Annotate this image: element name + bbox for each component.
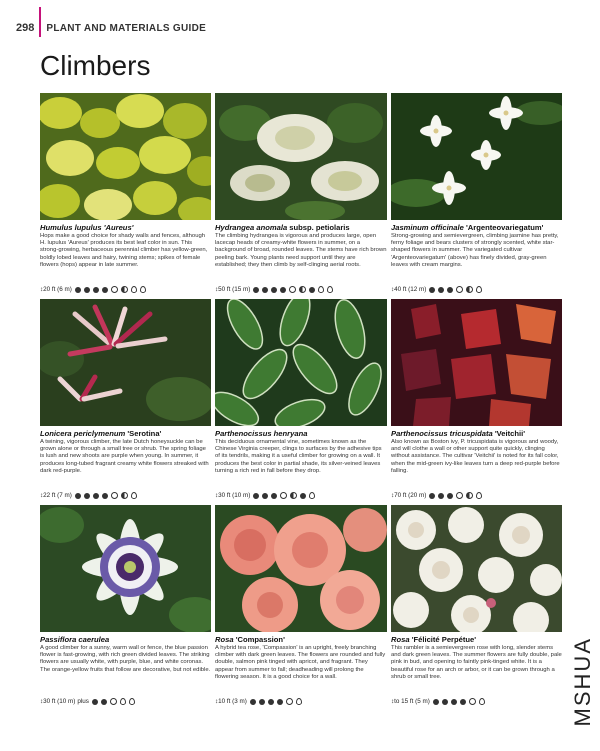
hardiness-icon — [429, 287, 435, 293]
sun-icon — [456, 492, 463, 499]
hardiness-icon — [438, 287, 444, 293]
hardiness-icon — [277, 699, 283, 705]
plant-stats — [40, 286, 211, 293]
plant-stats — [391, 698, 562, 705]
plant-card — [391, 299, 562, 505]
plant-stats — [391, 286, 562, 293]
height-extra: plus — [77, 698, 89, 705]
plant-name: Rosa 'Félicité Perpétue' — [391, 635, 477, 644]
plant-photo-jasminum — [391, 93, 562, 220]
plant-stats — [391, 492, 562, 499]
plant-card — [40, 93, 211, 299]
plant-card — [215, 299, 387, 505]
hardiness-icon — [447, 493, 453, 499]
sun-icon — [456, 286, 463, 293]
sun-icon — [111, 286, 118, 293]
plant-name: Hydrangea anomala subsp. petiolaris — [215, 223, 350, 232]
plant-name: Jasminum officinale 'Argenteovariegatum' — [391, 223, 544, 232]
plant-stats — [215, 698, 387, 705]
partial-shade-icon — [121, 286, 128, 293]
plant-description: A hybrid tea rose, 'Compassion' is an upright, freely branching climber with dark green leaves. The flowers are rounded and fully double, salmon pink tinged with apricot, and fragrant. They appear from summer to fall; deadheading will prolong the flowering season. It is a good choice for a wall. — [215, 645, 386, 680]
partial-shade-icon — [299, 286, 306, 293]
plant-description: Strong-growing and semievergreen, climbing jasmine has pretty, ferny foliage and bears clusters of strongly scented, white star-shaped flowers in summer. The variegated cultivar 'Argenteovariegatum' (above) has finely divided, gray-green leaves with cream margins. — [391, 233, 559, 268]
hardiness-icon — [92, 699, 98, 705]
sun-icon — [469, 698, 476, 705]
sun-icon — [289, 286, 296, 293]
plant-description: This deciduous ornamental vine, sometimes known as the Chinese Virginia creeper, clings to surfaces by the adhesive tips of its tendrils, making it a useful climber for growing on a wall. It produces the best color in partial shade, its silver-veined leaves turning a rich red in fall before they drop. — [215, 439, 382, 474]
height-value: ↕50 ft (15 m) — [215, 286, 251, 293]
plant-photo-rosa-compassion — [215, 505, 387, 632]
plant-card — [391, 505, 562, 711]
hardiness-icon — [84, 287, 90, 293]
plant-name: Parthenocissus henryana — [215, 429, 308, 438]
plant-name: Lonicera periclymenum 'Serotina' — [40, 429, 162, 438]
hardiness-icon — [75, 493, 81, 499]
moisture-icon — [131, 286, 137, 293]
plant-stats — [215, 492, 387, 499]
page-title: Climbers — [40, 50, 151, 81]
moisture-icon — [327, 286, 333, 293]
moisture-icon — [140, 286, 146, 293]
plant-photo-humulus — [40, 93, 211, 220]
sun-icon — [286, 698, 293, 705]
page-header — [16, 20, 206, 36]
height-value: ↕10 ft (3 m) — [215, 698, 247, 705]
plant-card — [215, 505, 387, 711]
hardiness-icon — [271, 493, 277, 499]
hardiness-icon — [442, 699, 448, 705]
hardiness-icon — [438, 493, 444, 499]
page-number: 298 — [16, 22, 35, 34]
hardiness-icon — [84, 493, 90, 499]
moisture-icon — [296, 698, 302, 705]
plant-description: Also known as Boston ivy, P. tricuspidata is vigorous and woody, and will clothe a wall or other support quite quickly, clinging without assistance. The cultivar 'Veitchii' is noted for its fall color, when the mid-green ivy-like leaves turn a deep red-purple before falling. — [391, 439, 560, 474]
plant-description: This rambler is a semievergreen rose with long, slender stems and dark green leaves. The summer flowers are fully double, pale pink in bud, and opening to faintly pink-tinged white. It is a beautiful rose for an arch or arbor, or it can be grown through a shrub or small tree. — [391, 645, 562, 680]
moisture-icon — [479, 698, 485, 705]
plant-description: Hops make a good choice for shady walls and fences, although H. lupulus 'Aureus' produces its best leaf color in sun. This strong-growing, herbaceous perennial climber has yellow-green, boldly lobed leaves and hairy, twining stems; spikes of female flowers (hops) appear in late summer. — [40, 233, 208, 268]
hardiness-icon — [253, 287, 259, 293]
plant-stats — [215, 286, 387, 293]
plant-grid — [40, 93, 562, 711]
hardiness-icon — [262, 493, 268, 499]
hardiness-icon — [75, 287, 81, 293]
plant-photo-hydrangea — [215, 93, 387, 220]
moisture-icon — [131, 492, 137, 499]
moisture-icon — [476, 286, 482, 293]
plant-description: A good climber for a sunny, warm wall or fence, the blue passion flower is fast-growing, with rich green divided leaves. The striking flowers are usually white, with purple, blue, and white coronas. The orange-yellow fruits that follow are decorative, but not edible. — [40, 645, 211, 673]
sun-icon — [110, 698, 117, 705]
height-value: ↕30 ft (10 m) — [215, 492, 251, 499]
plant-photo-parthenocissus-tricuspidata — [391, 299, 562, 426]
moisture-icon — [129, 698, 135, 705]
plant-name: Rosa 'Compassion' — [215, 635, 285, 644]
guide-title: PLANT AND MATERIALS GUIDE — [46, 22, 207, 34]
height-value: ↕40 ft (12 m) — [391, 286, 427, 293]
hardiness-icon — [280, 287, 286, 293]
plant-card — [40, 505, 211, 711]
plant-stats — [40, 492, 211, 499]
hardiness-icon — [447, 287, 453, 293]
height-value: ↕20 ft (6 m) — [40, 286, 72, 293]
height-value: ↕70 ft (20 m) — [391, 492, 427, 499]
hardiness-icon — [259, 699, 265, 705]
plant-photo-rosa-felicite-perpetue — [391, 505, 562, 632]
hardiness-icon — [451, 699, 457, 705]
moisture-icon — [120, 698, 126, 705]
plant-stats — [40, 698, 211, 705]
height-value: ↕30 ft (10 m) — [40, 698, 76, 705]
plant-card — [40, 299, 211, 505]
partial-shade-icon — [466, 286, 473, 293]
moisture-icon — [476, 492, 482, 499]
height-value: ↕22 ft (7 m) — [40, 492, 72, 499]
plant-card — [391, 93, 562, 299]
plant-description: A twining, vigorous climber, the late Dutch honeysuckle can be grown alone or through a small tree or shrub. The spring foliage is lush and new shoots are purple when young. In summer, it produces long-tubed fragrant creamy white flowers streaked with dark red-purple. — [40, 439, 209, 474]
hardiness-icon — [101, 699, 107, 705]
shade-icon — [309, 287, 315, 293]
plant-description: The climbing hydrangea is vigorous and produces large, open lacecap heads of creamy-white flowers in summer, on a background of broad, rounded leaves. The stems have rich brown peeling bark. Young plants need support until they are established; they then climb by self-clinging aerial roots. — [215, 233, 387, 268]
hardiness-icon — [268, 699, 274, 705]
plant-name: Parthenocissus tricuspidata 'Veitchii' — [391, 429, 526, 438]
partial-shade-icon — [290, 492, 297, 499]
watermark: MSHUA — [570, 637, 595, 727]
hardiness-icon — [460, 699, 466, 705]
hardiness-icon — [102, 287, 108, 293]
sun-icon — [280, 492, 287, 499]
plant-photo-passiflora — [40, 505, 211, 632]
shade-icon — [300, 493, 306, 499]
header-accent-rule — [39, 7, 41, 37]
hardiness-icon — [429, 493, 435, 499]
plant-name: Humulus lupulus 'Aureus' — [40, 223, 134, 232]
moisture-icon — [309, 492, 315, 499]
height-value: ↕to 15 ft (5 m) — [391, 698, 430, 705]
hardiness-icon — [250, 699, 256, 705]
hardiness-icon — [93, 287, 99, 293]
partial-shade-icon — [466, 492, 473, 499]
plant-name: Passiflora caerulea — [40, 635, 110, 644]
moisture-icon — [318, 286, 324, 293]
hardiness-icon — [93, 493, 99, 499]
hardiness-icon — [271, 287, 277, 293]
hardiness-icon — [102, 493, 108, 499]
plant-photo-lonicera — [40, 299, 211, 426]
plant-card — [215, 93, 387, 299]
plant-photo-parthenocissus-henryana — [215, 299, 387, 426]
hardiness-icon — [253, 493, 259, 499]
sun-icon — [111, 492, 118, 499]
partial-shade-icon — [121, 492, 128, 499]
hardiness-icon — [262, 287, 268, 293]
hardiness-icon — [433, 699, 439, 705]
